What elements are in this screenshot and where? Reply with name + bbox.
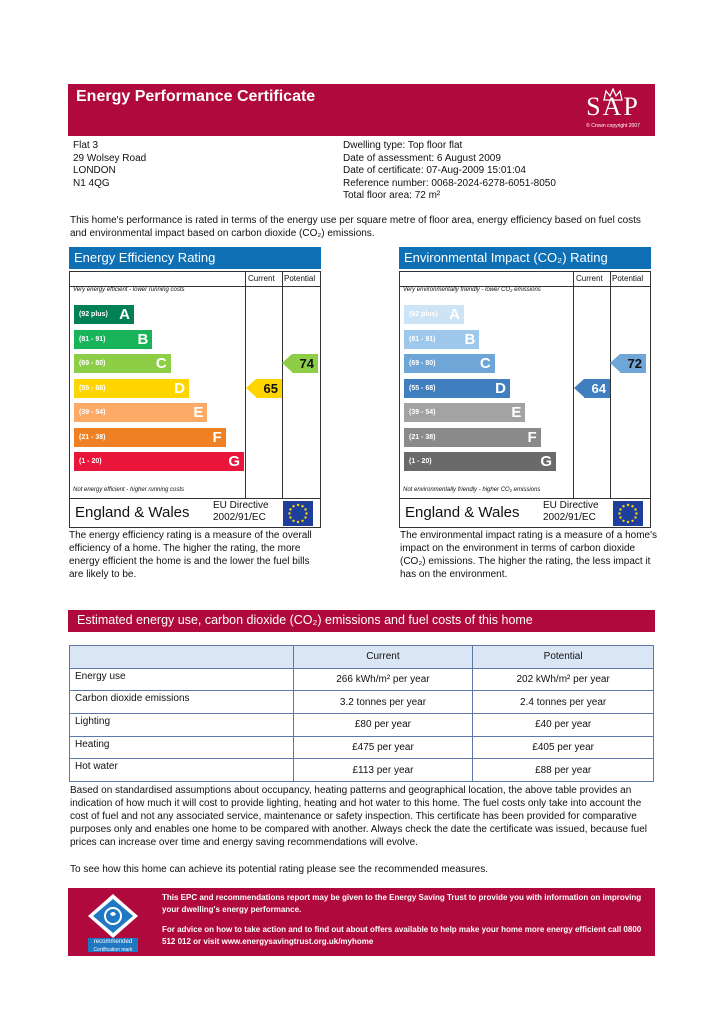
table-header-row — [70, 646, 654, 669]
efficiency-description: The energy efficiency rating is a measure of the overall efficiency of a home. The higher the rating, the more energy efficient the home is and the lower the fuel bills are likely to be. — [69, 530, 312, 580]
row-label: Hot water — [70, 759, 294, 782]
band-letter: A — [449, 306, 460, 323]
band-letter: D — [174, 379, 185, 397]
band-letter: B — [464, 330, 476, 348]
rating-band-g — [404, 452, 556, 471]
bottom-note: Not environmentally friendly - higher CO₂ emissions — [403, 487, 541, 493]
sap-logo-text: SAP — [586, 92, 640, 121]
rating-band-b — [404, 330, 479, 349]
band-range: (21 - 38) — [409, 433, 436, 441]
table-row — [70, 714, 654, 737]
energy-efficiency-panel — [69, 247, 321, 528]
intro-paragraph: This home's performance is rated in terms of the energy use per square metre of floor area, energy efficiency based on fuel costs and environmental impact based on carbon dioxide (CO₂) emissions. — [70, 215, 641, 239]
address-line: 29 Wolsey Road — [73, 152, 147, 164]
table-row — [70, 759, 654, 782]
band-letter: G — [540, 453, 552, 470]
column-header — [70, 646, 294, 669]
band-range: (1 - 20) — [79, 458, 102, 465]
environment-description: The environmental impact rating is a measure of a home's impact on the environment in terms of carbon dioxide (CO₂) emissions. The higher the rating, the less impact it has on the environment. — [400, 530, 658, 580]
cell-potential: £88 per year — [473, 759, 654, 782]
directive-line: EU Directive — [543, 500, 599, 511]
band-range: (39 - 54) — [79, 409, 106, 416]
cell-potential: £405 per year — [473, 736, 654, 759]
band-letter: E — [193, 404, 204, 421]
rating-band-e — [74, 403, 207, 422]
top-note: Very environmentally friendly - lower CO₂ emissions — [403, 287, 541, 293]
band-range: (55 - 68) — [79, 384, 106, 392]
table-row — [70, 668, 654, 691]
dwelling-details — [343, 140, 556, 203]
row-label: Lighting — [70, 714, 294, 737]
address-line: N1 4QG — [73, 177, 110, 189]
bottom-note: Not energy efficient - higher running costs — [73, 487, 185, 493]
band-range: (21 - 38) — [79, 433, 106, 441]
energy-saving-trust-banner — [68, 888, 655, 956]
cell-potential: £40 per year — [473, 714, 654, 737]
rating-band-b — [74, 330, 152, 349]
table-row — [70, 691, 654, 714]
band-range: (81 - 91) — [79, 335, 106, 343]
band-letter: F — [212, 428, 222, 446]
band-letter: A — [119, 306, 130, 323]
band-range: (39 - 54) — [409, 409, 436, 416]
region-label: England & Wales — [75, 504, 190, 521]
recommended-measures-note: To see how this home can achieve its potential rating please see the recommended measures. — [70, 864, 489, 875]
sap-logo — [579, 86, 647, 134]
rating-band-a — [74, 305, 134, 324]
current-rating-arrow: 65 — [256, 379, 282, 398]
costs-section-title: Estimated energy use, carbon dioxide (CO₂) emissions and fuel costs of this home — [68, 610, 655, 632]
environmental-impact-panel — [399, 247, 651, 528]
band-range: (92 plus) — [409, 311, 438, 318]
rating-band-d — [404, 379, 510, 398]
column-current-header: Current — [248, 274, 275, 283]
directive-line: 2002/91/EC — [543, 512, 596, 523]
band-letter: B — [137, 330, 149, 348]
address-line: LONDON — [73, 165, 116, 176]
row-label: Carbon dioxide emissions — [70, 691, 294, 714]
band-range: (1 - 20) — [409, 458, 432, 465]
panel-title: Environmental Impact (CO₂) Rating — [399, 247, 651, 269]
assumptions-paragraph: Based on standardised assumptions about occupancy, heating patterns and geographical location, the above table provides an indication of how much it will cost to provide lighting, heating and hot water to this home. The fuel costs only take into account the cost of fuel and not any associated service, maintenance or safety inspection. This certificate has been provided for comparative purposes only and enables one home to be compared with another. Always check the date the certificate was issued, because fuel prices can increase over time and energy saving recommendations will evolve. — [70, 785, 648, 848]
certificate-date: Date of certificate: 07-Aug-2009 15:01:04 — [343, 165, 526, 176]
band-range: (81 - 91) — [409, 335, 436, 343]
table-row — [70, 736, 654, 759]
cell-current: 3.2 tonnes per year — [293, 691, 473, 714]
energy-saving-recommended-logo — [80, 892, 146, 954]
rating-band-c — [74, 354, 171, 373]
column-header: Potential — [473, 646, 654, 669]
band-letter: C — [155, 355, 167, 372]
cell-current: 266 kWh/m² per year — [293, 668, 473, 691]
rating-band-f — [404, 428, 541, 447]
eu-directive — [543, 500, 599, 524]
band-range: (69 - 80) — [79, 360, 106, 367]
row-label: Energy use — [70, 668, 294, 691]
cell-current: £80 per year — [293, 714, 473, 737]
top-note: Very energy efficient - lower running costs — [73, 287, 185, 293]
reference-number: Reference number: 0068-2024-6278-6051-8050 — [343, 177, 556, 189]
costs-table — [69, 645, 654, 782]
cell-current: £113 per year — [293, 759, 473, 782]
directive-line: 2002/91/EC — [213, 512, 266, 523]
eu-flag-icon — [283, 501, 313, 526]
cell-potential: 2.4 tonnes per year — [473, 691, 654, 714]
panel-title: Energy Efficiency Rating — [69, 247, 321, 269]
directive-line: EU Directive — [213, 500, 269, 511]
cell-potential: 202 kWh/m² per year — [473, 668, 654, 691]
band-range: (55 - 68) — [409, 384, 436, 392]
rating-band-c — [404, 354, 495, 373]
band-letter: D — [495, 379, 506, 397]
logo-recommended-text: recommended — [93, 939, 133, 945]
footer-contact-line: For advice on how to take action and to find out about offers available to help make your home more energy efficient call 0800 512 012 or visit www.energysavingtrust.org.uk/myhome — [162, 925, 642, 946]
dwelling-type: Dwelling type: Top floor flat — [343, 140, 463, 151]
potential-rating-arrow: 74 — [292, 354, 318, 373]
column-potential-header: Potential — [612, 274, 644, 283]
band-letter: G — [228, 453, 240, 470]
current-rating-arrow: 64 — [584, 379, 610, 398]
rating-chart — [399, 271, 651, 528]
potential-rating-arrow: 72 — [620, 354, 646, 373]
rating-band-g — [74, 452, 244, 471]
region-label: England & Wales — [405, 504, 520, 521]
cell-current: £475 per year — [293, 736, 473, 759]
column-current-header: Current — [576, 274, 603, 283]
band-range: (69 - 80) — [409, 360, 436, 367]
column-potential-header: Potential — [284, 274, 316, 283]
property-address — [73, 140, 146, 190]
rating-chart — [69, 271, 321, 528]
crown-icon — [603, 88, 623, 102]
address-line: Flat 3 — [73, 140, 99, 151]
rating-band-d — [74, 379, 189, 398]
column-header: Current — [293, 646, 473, 669]
band-letter: C — [479, 355, 491, 372]
band-letter: E — [511, 404, 522, 421]
logo-mark-text: Certification mark — [93, 947, 133, 953]
eu-flag-icon — [613, 501, 643, 526]
rating-band-e — [404, 403, 525, 422]
band-letter: F — [527, 428, 537, 446]
eu-directive — [213, 500, 269, 524]
assessment-date: Date of assessment: 6 August 2009 — [343, 152, 501, 164]
footer-line: This EPC and recommendations report may be given to the Energy Saving Trust to provide you with information on improving your dwelling's energy performance. — [162, 893, 642, 914]
epc-header — [68, 84, 655, 136]
page-title: Energy Performance Certificate — [76, 88, 316, 105]
band-range: (92 plus) — [79, 311, 108, 318]
rating-band-f — [74, 428, 226, 447]
rating-band-a — [404, 305, 464, 324]
row-label: Heating — [70, 736, 294, 759]
floor-area: Total floor area: 72 m² — [343, 190, 441, 201]
footer-text — [162, 892, 652, 948]
sap-copyright: © Crown copyright 2007 — [586, 123, 640, 129]
